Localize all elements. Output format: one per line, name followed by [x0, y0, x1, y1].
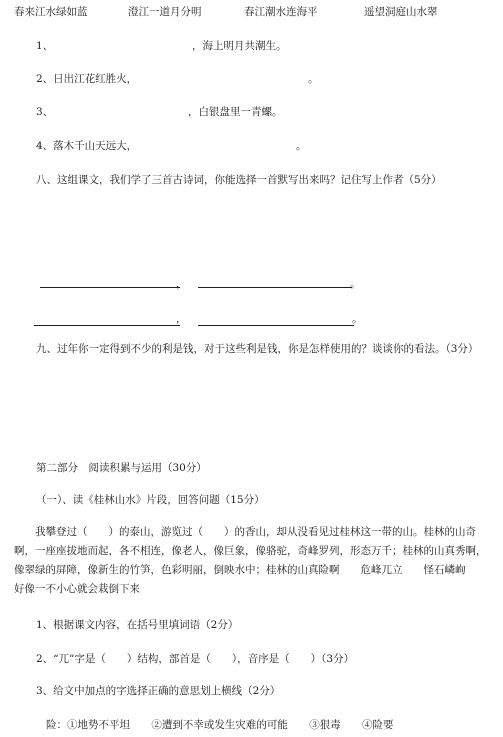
fill-item-4: 4、落木千山天远大，	[36, 140, 138, 152]
fill-item-1-tail: ，海上明月共潮生。	[192, 40, 287, 52]
fill-item-2: 2、日出江花红胜火，	[36, 73, 138, 85]
reading-section-heading: （一）、读《桂林山水》片段，回答问题（15分）	[36, 494, 265, 506]
option[interactable]: ②遭到不幸或发生灾难的可能	[151, 719, 288, 731]
answer-period: 。	[352, 313, 363, 325]
reading-question-1: 1、根据课文内容，在括号里填词语（2分）	[36, 619, 239, 631]
fill-item-3-number: 3、	[36, 106, 54, 118]
part-2-heading: 第二部分 阅读积累与运用（30分）	[36, 462, 207, 474]
fill-item-1-number: 1、	[36, 40, 54, 52]
answer-comma: ，	[176, 278, 187, 290]
reading-question-2: 2、“兀”字是（ ）结构，部首是（ ），音序是（ ）（3分）	[36, 653, 355, 665]
answer-line[interactable]	[198, 325, 354, 326]
phrase-1: 春来江水绿如蓝	[14, 6, 88, 18]
answer-comma: ，	[176, 313, 187, 325]
fill-item-3-tail: ，白银盘里一青螺。	[188, 106, 283, 118]
answer-line[interactable]	[34, 325, 180, 326]
question-8: 八、这组课文，我们学了三首古诗词，你能选择一首默写出来吗？记住写上作者（5分）	[36, 174, 442, 186]
answer-line[interactable]	[198, 287, 352, 288]
phrase-3: 春江潮水连海平	[244, 6, 318, 18]
question-9: 九、过年你一定得到不少的利是钱，对于这些利是钱，你是怎样使用的？谈谈你的看法。（3分）	[36, 343, 479, 355]
answer-line[interactable]	[40, 287, 180, 288]
option[interactable]: 险：①地势不平坦	[46, 719, 130, 731]
option[interactable]: ④险要	[362, 719, 394, 731]
phrase-4: 遥望洞庭山水翠	[364, 6, 438, 18]
phrase-2: 澄江一道月分明	[128, 6, 202, 18]
option[interactable]: ③狠毒	[309, 719, 341, 731]
reading-question-3: 3、给文中加点的字选择正确的意思划上横线（2分）	[36, 685, 281, 697]
answer-options	[46, 717, 412, 732]
answer-period: 。	[350, 278, 361, 290]
fill-item-4-end: 。	[296, 140, 307, 152]
fill-item-2-end: 。	[308, 73, 319, 85]
reading-passage: 我攀登过（ ）的泰山，游览过（ ）的香山，却从没看见过桂林这一带的山。桂林的山奇啊，一座座拔地而起，各不相连，像老人，像巨象，像骆驼，奇峰罗列，形态万千；桂林的山真秀啊，像翠绿的屏障，像新生的竹笋，色彩明丽，倒映水中；桂林的山真险啊 危峰兀立 怪石嶙峋 好像一不小心就会栽倒下来	[14, 526, 487, 595]
